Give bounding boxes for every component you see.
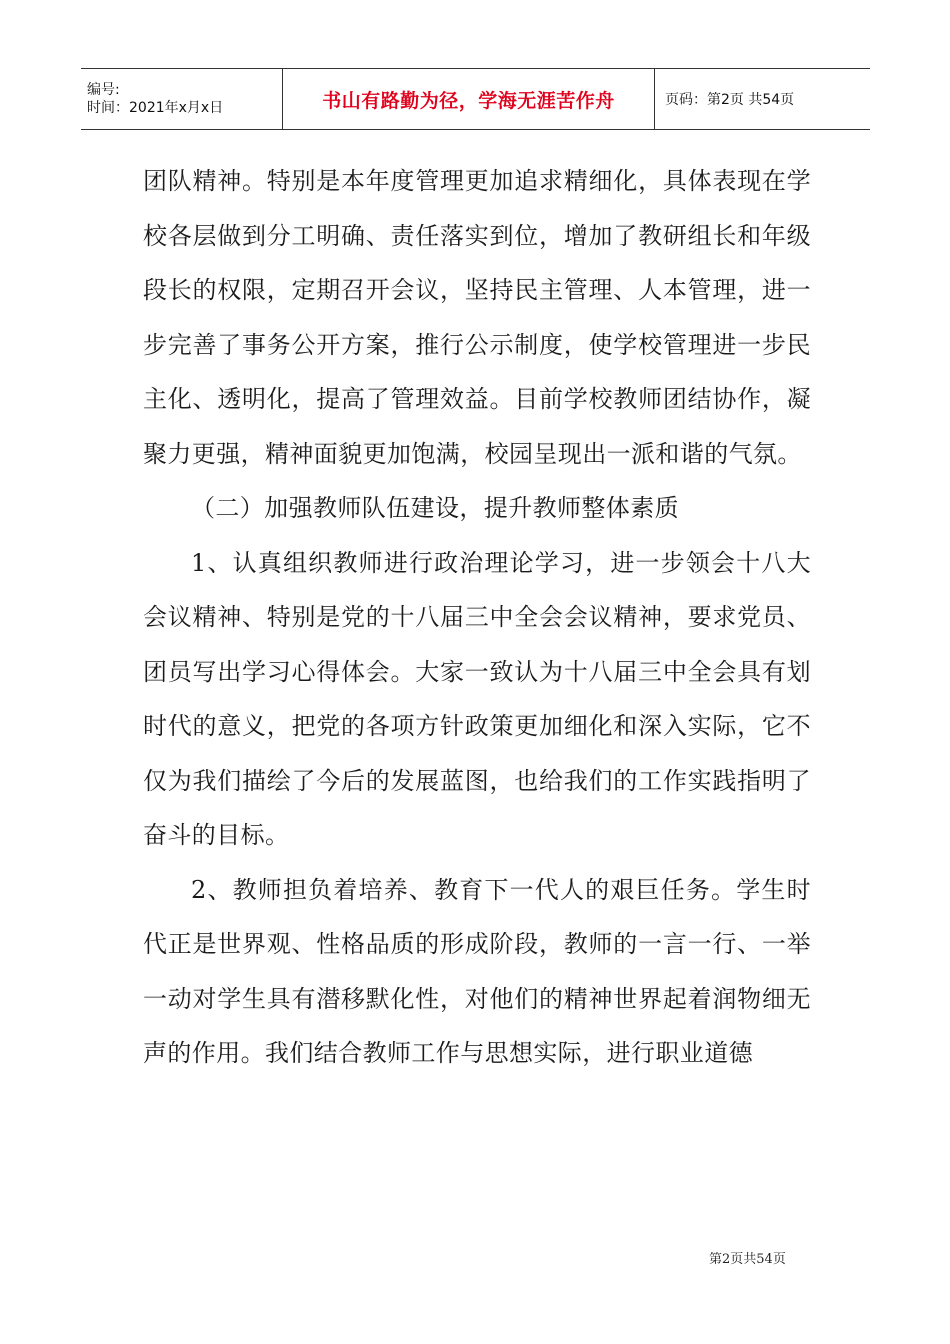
document-number-label: 编号: — [87, 82, 120, 98]
document-date: 时间：2021年x月x日 — [87, 100, 224, 116]
header-page-cell — [655, 69, 870, 129]
body-paragraph: 1、认真组织教师进行政治理论学习，进一步领会十八大会议精神、特别是党的十八届三中全会会议精神，要求党员、团员写出学习心得体会。大家一致认为十八届三中全会具有划时代的意义，把党的各项方针政策更加细化和深入实际，它不仅为我们描绘了今后的发展蓝图，也给我们的工作实践指明了奋斗的目标。 — [143, 548, 811, 849]
page-footer: 第2页共54页 — [709, 1252, 786, 1267]
header-motto-cell — [282, 69, 655, 129]
body-paragraph: 团队精神。特别是本年度管理更加追求精细化，具体表现在学校各层做到分工明确、责任落实到位，增加了教研组长和年级段长的权限，定期召开会议，坚持民主管理、人本管理，进一步完善了事务公开方案，推行公示制度，使学校管理进一步民主化、透明化，提高了管理效益。目前学校教师团结协作，凝聚力更强，精神面貌更加饱满，校园呈现出一派和谐的气氛。 — [143, 167, 811, 468]
document-body — [143, 154, 811, 1081]
document-header — [81, 68, 870, 130]
section-heading: （二）加强教师队伍建设，提升教师整体素质 — [191, 494, 679, 522]
header-meta — [81, 69, 282, 129]
body-paragraph: 2、教师担负着培养、教育下一代人的艰巨任务。学生时代正是世界观、性格品质的形成阶段，教师的一言一行、一举一动对学生具有潜移默化性，对他们的精神世界起着润物细无声的作用。我们结合教师工作与思想实际，进行职业道德 — [143, 875, 811, 1067]
header-page-info: 页码：第2页 共54页 — [665, 92, 795, 108]
header-motto: 书山有路勤为径，学海无涯苦作舟 — [322, 89, 615, 112]
